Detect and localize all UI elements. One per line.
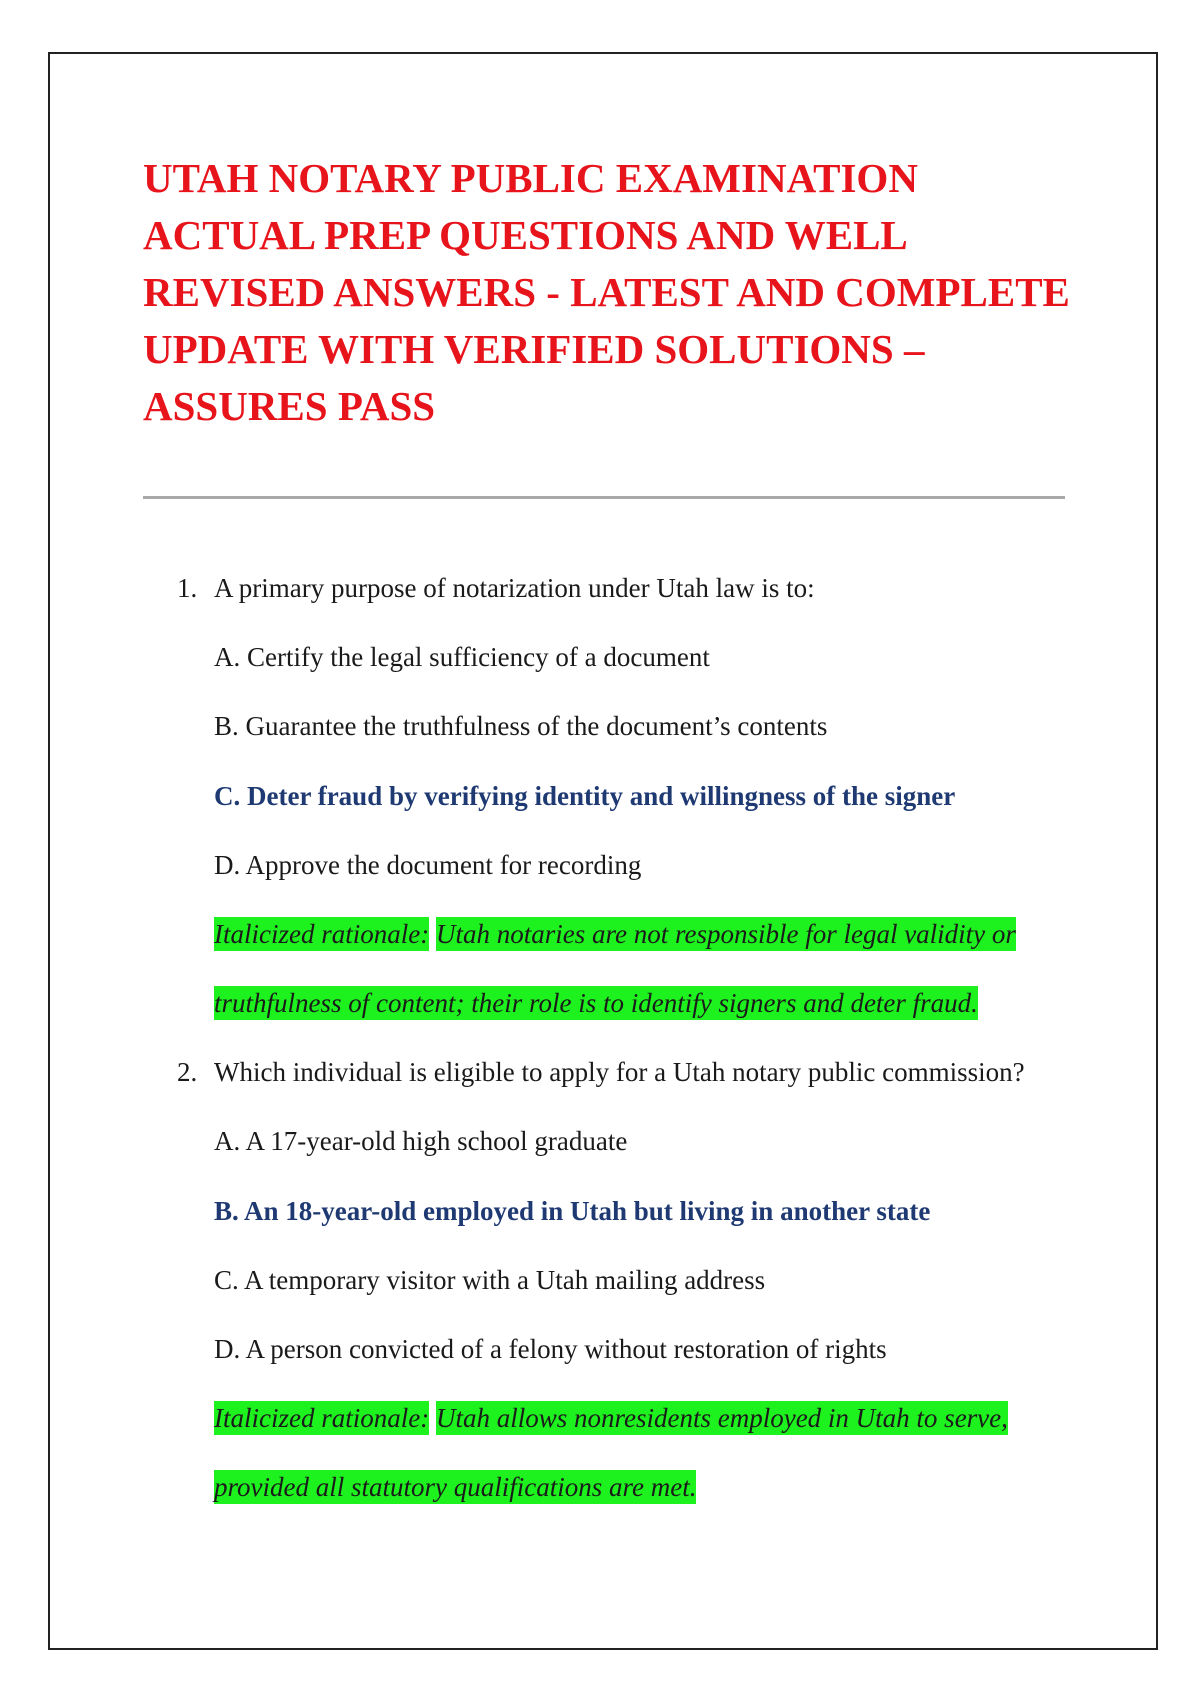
- rationale-line: [214, 1401, 1008, 1435]
- rationale-line: [214, 1470, 696, 1504]
- answer-option: B. Guarantee the truthfulness of the document’s contents: [214, 711, 828, 741]
- correct-answer-option: B. An 18-year-old employed in Utah but living in another state: [214, 1196, 931, 1226]
- correct-answer-option: C. Deter fraud by verifying identity and willingness of the signer: [214, 781, 956, 811]
- rationale-line: [214, 986, 978, 1020]
- question-number: 2.: [177, 1057, 198, 1087]
- rationale-text: provided all statutory qualifications are met.: [214, 1472, 697, 1502]
- rationale-line: [214, 917, 1016, 951]
- answer-option: C. A temporary visitor with a Utah mailing address: [214, 1265, 766, 1295]
- document-title: UTAH NOTARY PUBLIC EXAMINATION ACTUAL PREP QUESTIONS AND WELL REVISED ANSWERS - LATEST AND COMPLETE UPDATE WITH VERIFIED SOLUTIONS – ASSURES PASS: [143, 155, 1070, 429]
- question-number: 1.: [177, 573, 198, 603]
- question-text: A primary purpose of notarization under Utah law is to:: [214, 573, 815, 603]
- answer-option: D. Approve the document for recording: [214, 850, 642, 880]
- answer-option: D. A person convicted of a felony without restoration of rights: [214, 1334, 887, 1364]
- rationale-text: Utah allows nonresidents employed in Utah to serve,: [435, 1403, 1008, 1433]
- rationale-text: Utah notaries are not responsible for legal validity or: [435, 919, 1016, 949]
- answer-option: A. Certify the legal sufficiency of a document: [214, 642, 710, 672]
- question-text: Which individual is eligible to apply for a Utah notary public commission?: [214, 1057, 1025, 1087]
- rationale-label: Italicized rationale:: [214, 919, 430, 949]
- answer-option: A. A 17-year-old high school graduate: [214, 1126, 628, 1156]
- rationale-label: Italicized rationale:: [214, 1403, 430, 1433]
- rationale-text: truthfulness of content; their role is to identify signers and deter fraud.: [214, 988, 978, 1018]
